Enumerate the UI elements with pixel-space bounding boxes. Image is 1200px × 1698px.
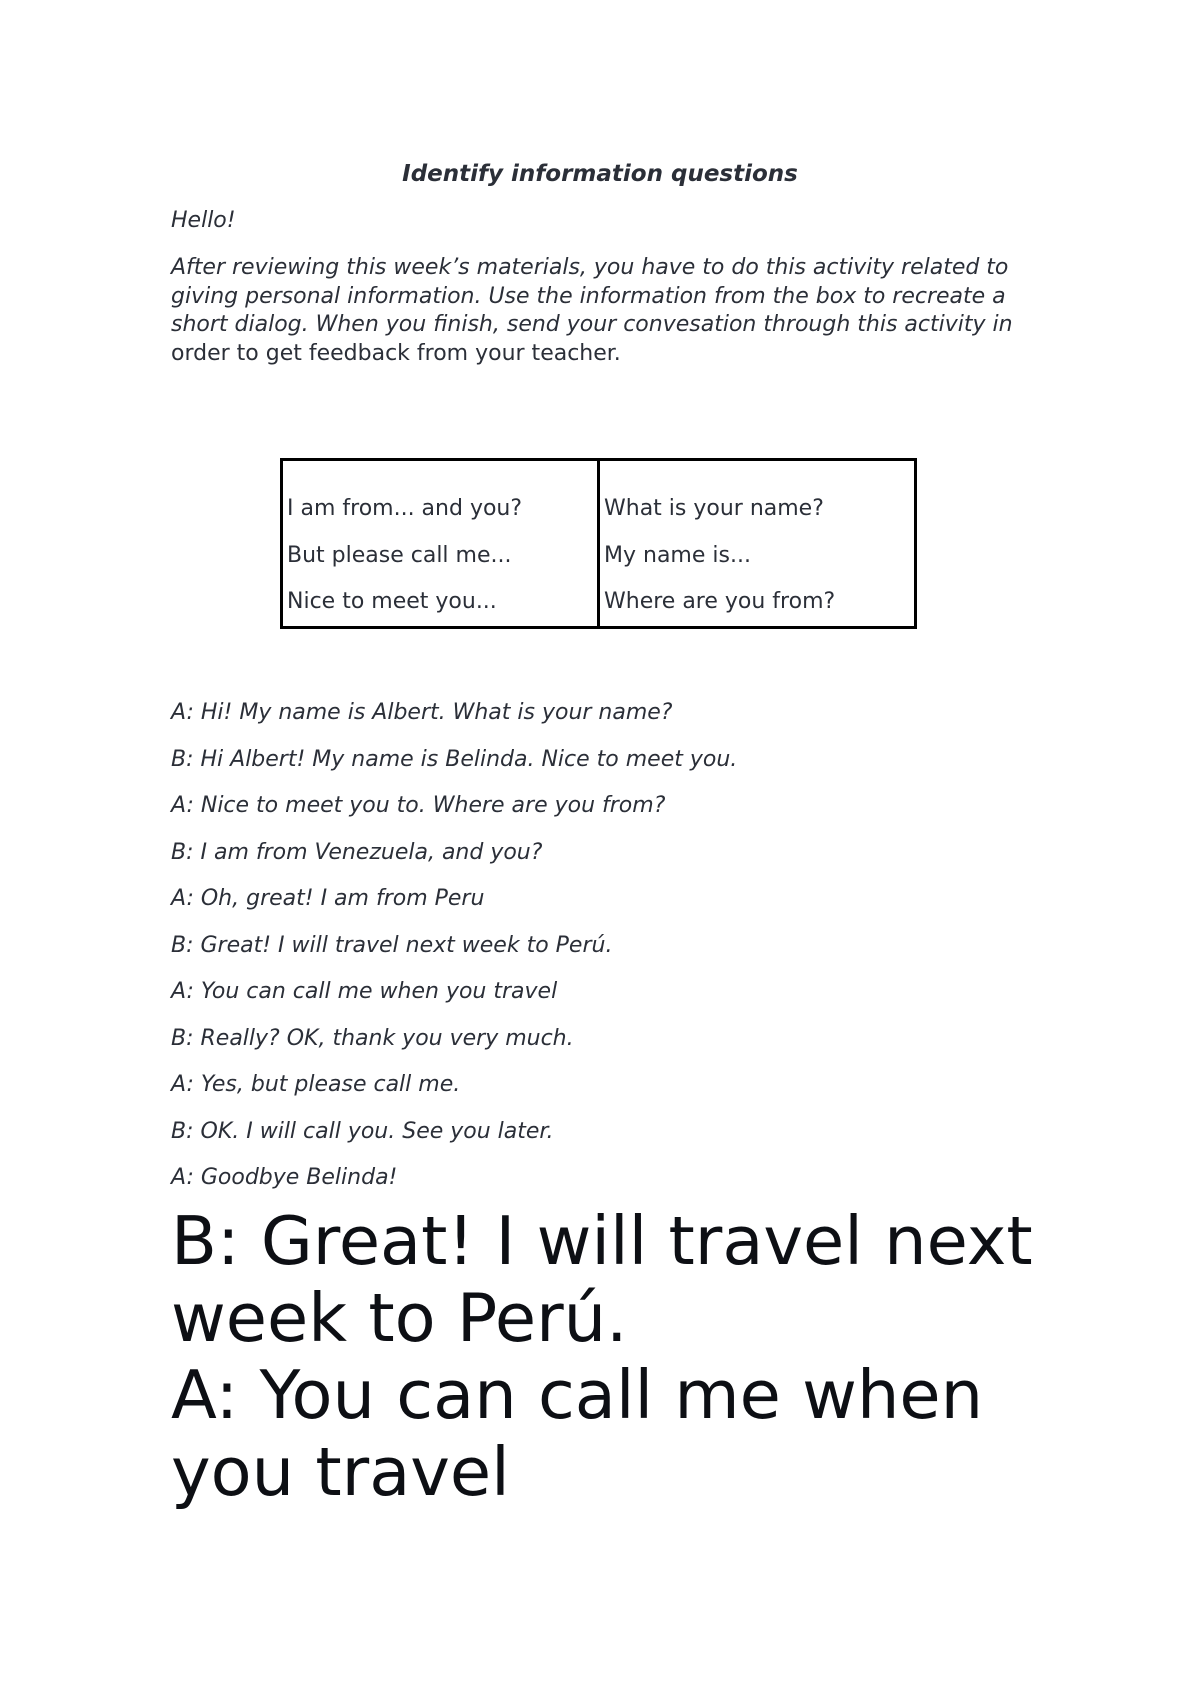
dialog-line: B: Great! I will travel next week to Perú. [171, 932, 613, 958]
greeting-text: Hello! [171, 208, 236, 233]
dialog-line: A: Nice to meet you to. Where are you from? [171, 793, 666, 818]
large-text-line: A: You can call me when you travel [171, 1356, 984, 1511]
dialog-line: A: Hi! My name is Albert. What is your name? [171, 700, 673, 725]
phrase-box-left-column [283, 461, 597, 626]
dialog-line: B: Hi Albert! My name is Belinda. Nice to meet you. [171, 746, 738, 772]
instructions-italic-text: After reviewing this week’s materials, you have to do this activity related to giving personal information. Use the information from the box to recreate a short dialog. When you finish, send your convesation through this activity in [171, 255, 1013, 337]
dialog-line: B: I am from Venezuela, and you? [171, 839, 543, 865]
phrase-item: I am from... and you? [287, 496, 523, 521]
phrase-item: My name is... [604, 542, 751, 568]
phrase-item: What is your name? [604, 496, 824, 521]
instructions-normal-text: order to get feedback from your teacher. [171, 340, 621, 366]
phrase-box [280, 458, 917, 629]
dialog-line: B: OK. I will call you. See you later. [171, 1118, 554, 1144]
instructions-paragraph [171, 254, 1031, 368]
phrase-item: But please call me... [287, 542, 512, 568]
large-text-line: B: Great! I will travel next week to Perú. [171, 1202, 1033, 1357]
dialog-line: B: Really? OK, thank you very much. [171, 1025, 574, 1051]
dialog-line: A: Yes, but please call me. [171, 1072, 461, 1097]
dialog-line: A: Oh, great! I am from Peru [171, 886, 485, 911]
large-text-block [171, 1203, 1071, 1511]
document-title: Identify information questions [402, 161, 798, 187]
phrase-box-right-column [597, 461, 914, 626]
phrase-item: Nice to meet you... [287, 589, 497, 614]
phrase-item: Where are you from? [604, 589, 836, 614]
dialog-line: A: You can call me when you travel [171, 979, 558, 1004]
dialog-list [171, 690, 737, 1202]
dialog-line: A: Goodbye Belinda! [171, 1165, 398, 1190]
